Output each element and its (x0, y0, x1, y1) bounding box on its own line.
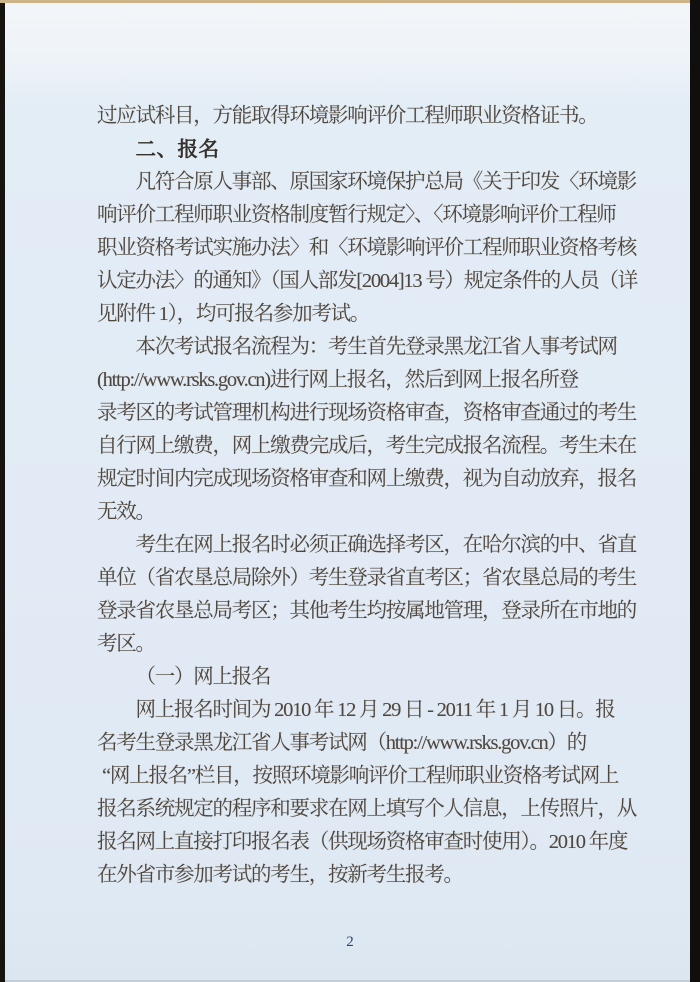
doc-line: 录考区的考试管理机构进行现场资格审查，资格审查通过的考生 (97, 402, 636, 424)
doc-line: 见附件 1），均可报名参加考试。 (97, 303, 370, 325)
doc-line: 响评价工程师职业资格制度暂行规定〉、〈环境影响评价工程师 (97, 204, 616, 226)
section-heading-baoming: 二、报名 (135, 138, 220, 161)
doc-line: 报名网上直接打印报名表（供现场资格审查时使用）。2010 年度 (97, 831, 628, 853)
doc-line: “网上报名”栏目，按照环境影响评价工程师职业资格考试网上 (102, 765, 619, 787)
doc-line: 名考生登录黑龙江省人事考试网（http://www.rsks.gov.cn）的 (97, 732, 586, 754)
doc-line: 单位（省农垦总局除外）考生登录省直考区；省农垦总局的考生 (97, 567, 636, 589)
page-number: 2 (346, 934, 354, 950)
doc-line: 规定时间内完成现场资格审查和网上缴费，视为自动放弃，报名 (97, 468, 636, 490)
doc-line: 职业资格考试实施办法〉和〈环境影响评价工程师职业资格考核 (97, 237, 636, 259)
doc-line: (http://www.rsks.gov.cn)进行网上报名，然后到网上报名所登 (97, 369, 578, 391)
doc-line: 认定办法〉的通知》（国人部发[2004]13 号）规定条件的人员（详 (97, 270, 638, 292)
doc-line: 考生在网上报名时必须正确选择考区，在哈尔滨的中、省直 (135, 534, 636, 556)
doc-line: 考区。 (97, 633, 155, 655)
doc-line: 本次考试报名流程为：考生首先登录黑龙江省人事考试网 (135, 336, 617, 358)
subsection-heading-online: （一）网上报名 (135, 666, 271, 688)
doc-line: 自行网上缴费，网上缴费完成后，考生完成报名流程。考生未在 (97, 435, 636, 457)
doc-line: 网上报名时间为 2010 年 12 月 29 日 - 2011 年 1 月 10 日。报 (135, 699, 615, 721)
doc-line: 凡符合原人事部、原国家环境保护总局《关于印发〈环境影 (135, 171, 636, 193)
doc-line: 报名系统规定的程序和要求在网上填写个人信息，上传照片，从 (97, 798, 636, 820)
scan-edge-left-bar (0, 3, 5, 982)
doc-line: 无效。 (97, 501, 155, 523)
document-body (97, 100, 642, 892)
doc-line: 登录省农垦总局考区；其他考生均按属地管理，登录所在市地的 (97, 600, 636, 622)
scan-edge-right-bar (690, 0, 700, 982)
doc-line: 过应试科目，方能取得环境影响评价工程师职业资格证书。 (97, 105, 598, 127)
doc-line: 在外省市参加考试的考生，按新考生报考。 (97, 864, 463, 886)
scan-edge-top-strip (0, 0, 700, 3)
